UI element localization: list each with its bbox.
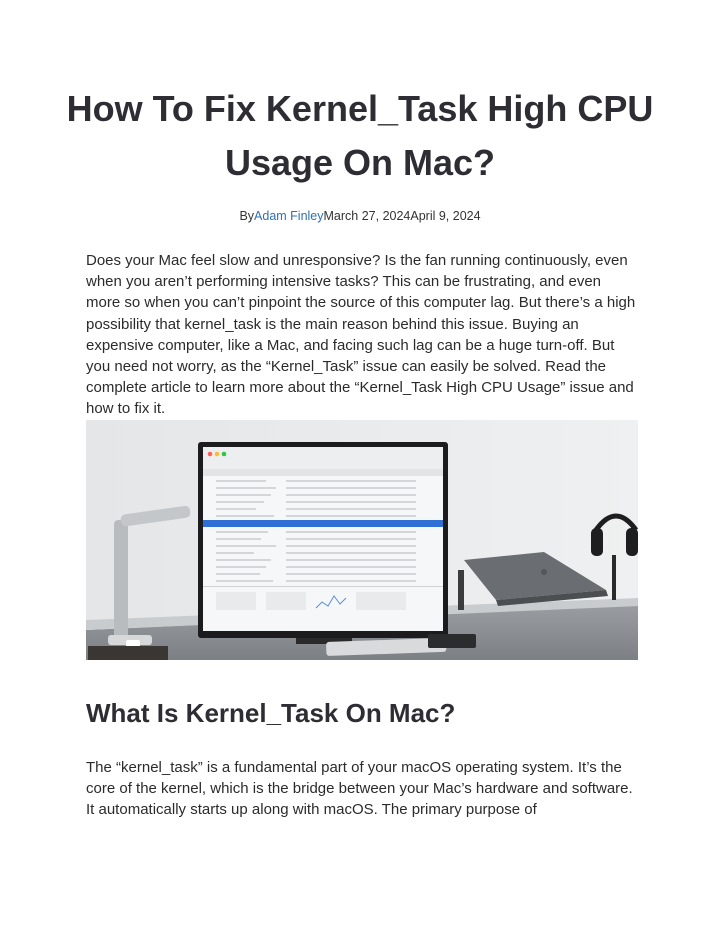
hero-image xyxy=(86,420,638,660)
section-paragraph: The “kernel_task” is a fundamental part of your macOS operating system. It’s the core of the kernel, which is the bridge between your Mac’s hardware and software. It automatically starts up along with macOS. The primary purpose of xyxy=(86,759,633,819)
intro-paragraph: Does your Mac feel slow and unresponsive? Is the fan running continuously, even when you aren’t performing intensive tasks? This can be frustrating, and even more so when you can’t pinpoint the source of this computer lag. But there’s a high possibility that kernel_task is the main reason behind this issue. Buying an expensive computer, like a Mac, and facing such lag can be a huge turn-off. But you need not worry, as the “Kernel_Task” issue can easily be solved. Read the complete article to learn more about the “Kernel_Task High CPU Usage” issue and how to fix it. xyxy=(86,252,636,418)
phone-graphic xyxy=(428,634,476,648)
selected-process-row xyxy=(203,520,443,527)
section-heading: What Is Kernel_Task On Mac? xyxy=(86,698,456,728)
desk-items-graphic xyxy=(88,646,168,660)
published-date: March 27, 2024 xyxy=(323,209,411,223)
desk-setup-illustration xyxy=(86,420,638,660)
updated-date: April 9, 2024 xyxy=(410,209,481,223)
monitor-graphic xyxy=(198,442,448,644)
byline-prefix: By xyxy=(239,209,255,223)
article-byline xyxy=(0,209,720,223)
article-title: How To Fix Kernel_Task High CPU Usage On Mac? xyxy=(66,88,654,183)
author-link[interactable]: Adam Finley xyxy=(254,209,324,223)
